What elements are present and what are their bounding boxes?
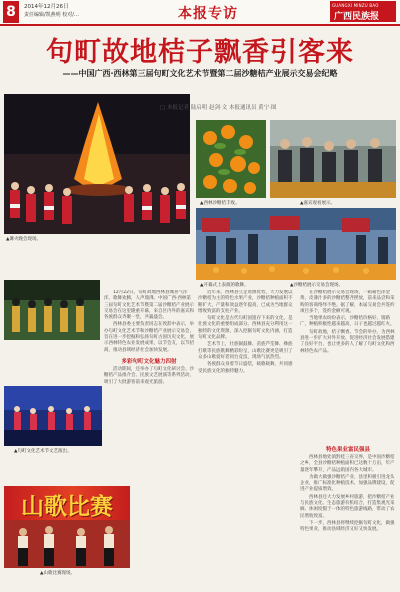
guests-photo <box>270 120 396 198</box>
stage-photo <box>4 386 102 446</box>
paragraph: 近年来，西林县立足资源优势，大力发展以沙糖桔为主的特色水果产业，沙糖桔种植面积不断扩大，产量和效益逐年提高，已成为当地群众增收致富的支柱产业。 <box>198 290 293 314</box>
stage-caption: ▲句町文化艺术节文艺演出。 <box>14 449 72 454</box>
fruit-illustration <box>196 120 266 198</box>
market-illustration <box>196 208 396 280</box>
issue-date: 2014年12月26日 <box>24 4 69 10</box>
bonfire-illustration <box>4 94 190 234</box>
fruit-caption: ▲西林沙糖桔丰收。 <box>200 201 240 206</box>
page-number: 8 <box>3 1 19 23</box>
paragraph: 句町故地，桔子飘香。节会的举办，为西林县进一步扩大对外开放、促进经济社会发展搭建了良好平台，也让更多的人了解了句町文化和西林特色农产品。 <box>300 329 395 354</box>
paragraph: 当地果农纷纷表示，沙糖桔价格好、销路广，种植积极性越来越高，日子也越过越红火。 <box>300 316 395 328</box>
paragraph: 在沙糖桔展示交易会现场，一箱箱色泽金黄、皮薄汁多的沙糖桔整齐摆放，前来品尝和采购的客商络绎不绝。据了解，本届交易会共签约项目多个，签约金额可观。 <box>300 290 395 314</box>
market-photo <box>196 208 396 280</box>
page-header <box>0 0 400 24</box>
dancers-photo <box>4 280 100 340</box>
bonfire-photo <box>4 94 190 234</box>
section-subheading: 特色果业富民强县 <box>325 447 370 453</box>
section-title: 本报专访 <box>178 6 238 22</box>
stage-illustration <box>4 386 102 446</box>
article-column-2 <box>198 290 296 590</box>
opening-caption: ▲开幕式上表演的歌舞。 <box>200 283 249 288</box>
article-column-3 <box>300 290 396 442</box>
editor-credit: 责任编辑/凯燕明 校对/… <box>24 12 79 18</box>
paragraph: 西林县委主要负责同志在致辞中表示，举办句町文化艺术节和沙糖桔产业展示交易会，旨在进一步挖掘和弘扬句町古国历史文化，展示西林特色农业发展成果，以节会友，以节招商，推动县域经济社会加快发展。 <box>104 322 194 353</box>
paragraph: 各族群众身着节日盛装，载歌载舞，共同感受民族文化的独特魅力。 <box>198 362 293 374</box>
paragraph: 艺术节上，壮族铜鼓舞、苗族芦笙舞、彝族打歌等民族歌舞精彩纷呈，山歌比赛更是吸引了众多山歌爱好者同台竞技，现场气氛热烈。 <box>198 342 293 360</box>
fruit-photo <box>196 120 266 198</box>
masthead-logo-cn: 广西民族报 <box>334 12 380 22</box>
guests-caption: ▲嘉宾观看展示。 <box>300 201 335 206</box>
article-headline: 句町故地桔子飘香引客来 <box>46 37 354 68</box>
paragraph: 活动期间，还举办了句町文化研讨会、沙糖桔产品推介会、民族文艺展演等系列活动，吸引了大批游客前来观光旅游。 <box>104 366 194 385</box>
bonfire-caption: ▲篝火晚会现场。 <box>6 237 41 242</box>
header-divider <box>0 24 400 26</box>
paragraph: 句町文化是古代句町国遗存下来的文化，是壮族文化的重要组成部分。西林县充分利用这一独特的文化资源，深入挖掘句町文化内涵，打造句町文化品牌。 <box>198 316 293 341</box>
banner-title: 山歌比赛 <box>21 494 113 520</box>
masthead-logo <box>330 1 396 22</box>
masthead-logo-en: GUANGXI MINZU BAO <box>332 3 379 8</box>
article-subheadline: ——中国广西·西林第三届句町文化艺术节暨第二届沙糖桔产业展示交易会纪略 <box>62 69 338 78</box>
section-subheading: 多彩句町文化魅力四射 <box>121 358 177 365</box>
paragraph: 为做大做强沙糖桔产业，县里积极引进龙头企业，推广标准化种植技术，加强品牌建设，促进产业提质增效。 <box>300 474 395 493</box>
paragraph: 12月22日，句町故地西林县城喜气洋洋，歌舞欢腾，人声鼎沸。中国广西·西林第三届句町文化艺术节暨第二届沙糖桔产业展示交易会在这里隆重开幕，来自区内外的嘉宾和各族群众齐聚一堂，共襄盛会。 <box>104 290 194 321</box>
paragraph: 下一步，西林县将继续挖掘句町文化，做强特色果业，推动县域经济又好又快发展。 <box>300 520 395 533</box>
article-column-1 <box>104 290 194 590</box>
guests-illustration <box>270 120 396 198</box>
singers-caption: ▲山歌比赛现场。 <box>40 571 75 576</box>
dancers-illustration <box>4 280 100 340</box>
article-byline: □ 本报记者 陆启明 赵剑·文 本报通讯员 黄宁·图 <box>160 105 277 111</box>
market-caption: ▲沙糖桔展示交易会现场。 <box>290 283 343 288</box>
article-column-4 <box>300 442 396 590</box>
paragraph: 西林县还大力发展乡村旅游，把沙糖桔产业与民族文化、生态旅游有机结合，打造集观光采摘、休闲度假于一体的特色旅游线路，带动了农民增收致富。 <box>300 494 395 519</box>
paragraph: 西林县地处滇黔桂三省交界，是中国沙糖桔之乡，全县沙糖桔种植面积已达数十万亩，年产量逐年攀升，产品远销国内各大城市。 <box>300 455 395 473</box>
